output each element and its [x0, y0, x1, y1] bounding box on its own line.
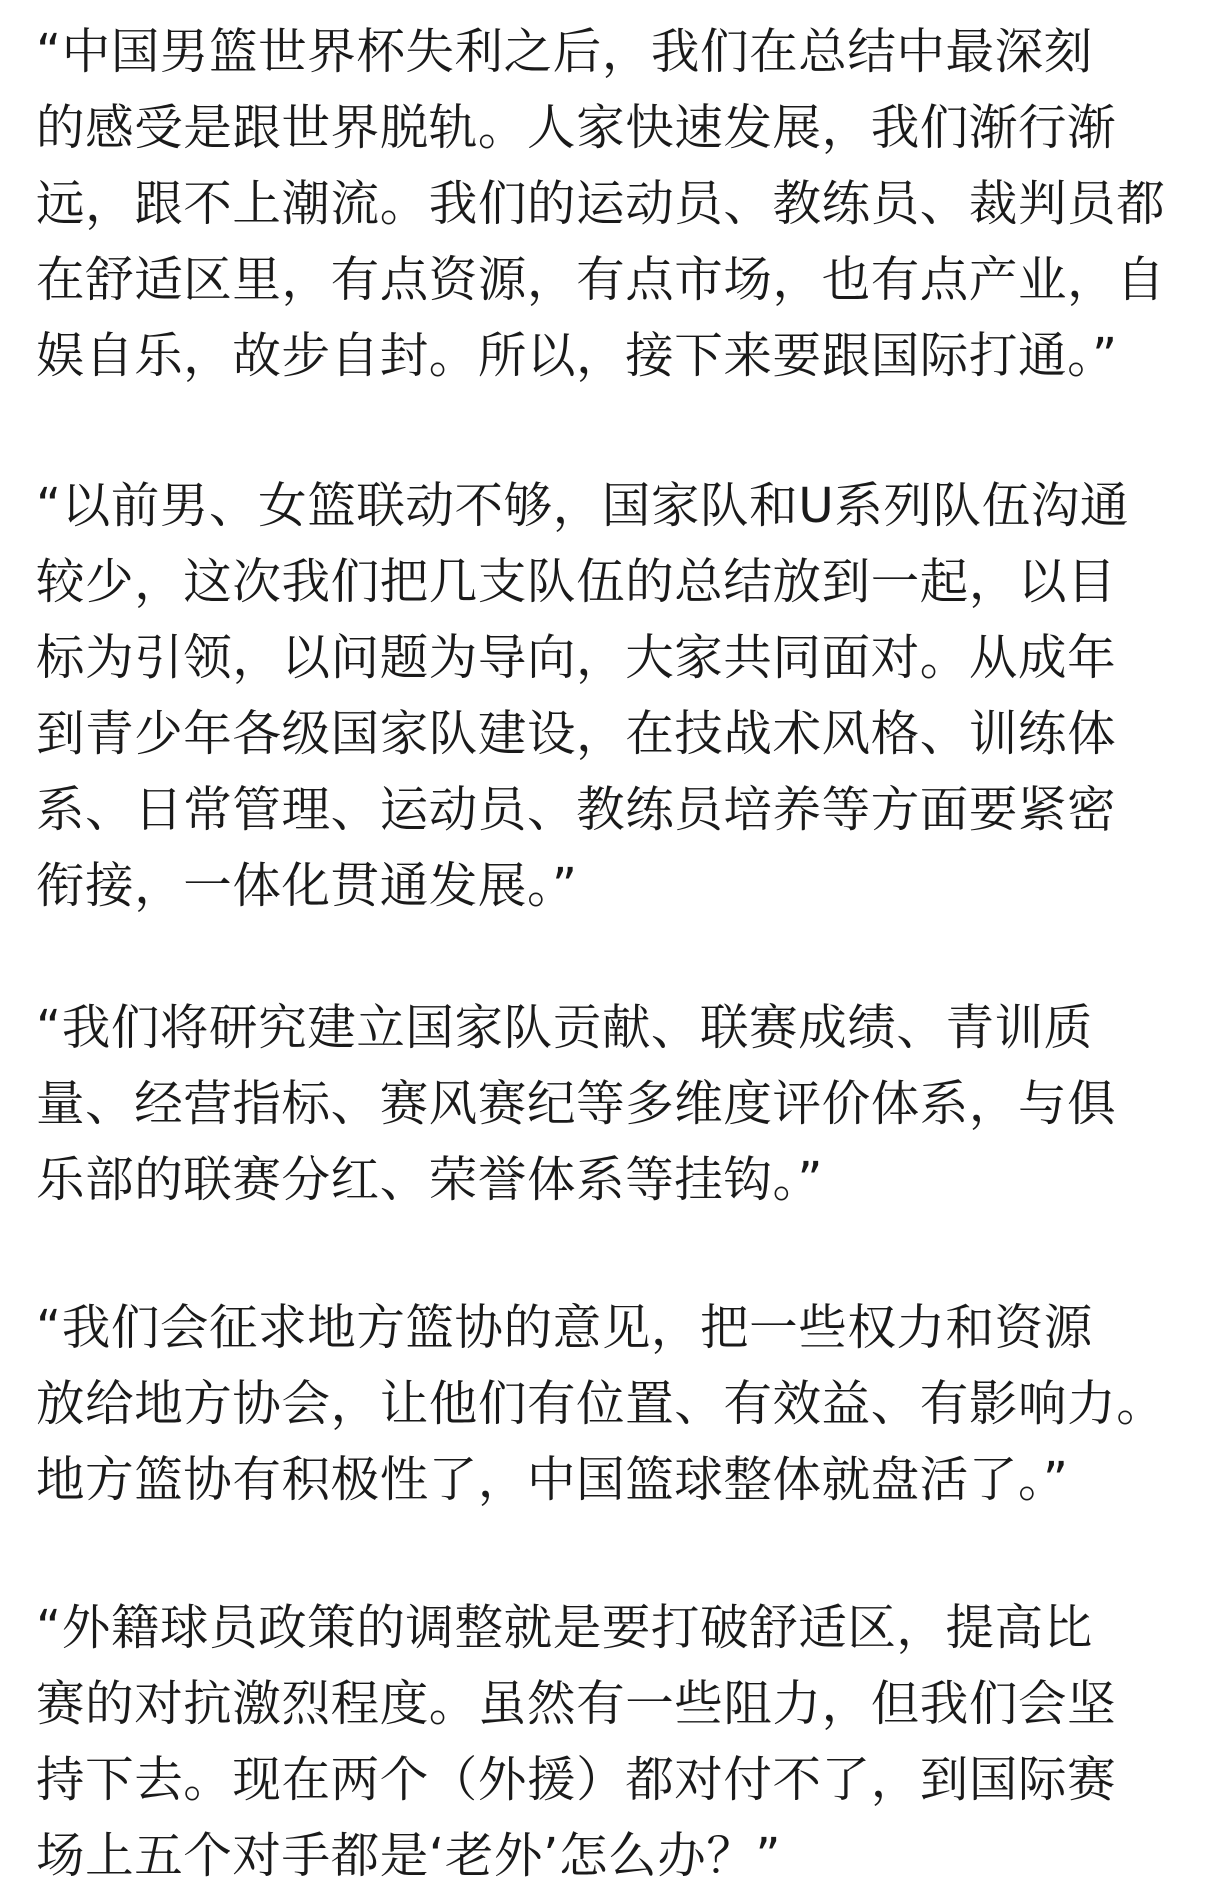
text-line: 持下去。现在两个（外援）都对付不了，到国际赛: [36, 1752, 1117, 1808]
text-line: 的感受是跟世界脱轨。人家快速发展，我们渐行渐: [36, 100, 1117, 156]
text-line: 地方篮协有积极性了，中国篮球整体就盘活了。”: [36, 1452, 1069, 1508]
text-line: 赛的对抗激烈程度。虽然有一些阻力，但我们会坚: [36, 1676, 1117, 1732]
text-line: 衔接，一体化贯通发展。”: [36, 858, 578, 914]
quote-paragraph-5: [36, 1590, 1171, 1894]
text-line: 标为引领，以问题为导向，大家共同面对。从成年: [36, 630, 1117, 686]
text-line: “以前男、女篮联动不够，国家队和U系列队伍沟通: [36, 478, 1129, 534]
text-line: 较少，这次我们把几支队伍的总结放到一起，以目: [36, 554, 1117, 610]
text-line: 放给地方协会，让他们有位置、有效益、有影响力。: [36, 1376, 1166, 1432]
text-line: 远，跟不上潮流。我们的运动员、教练员、裁判员都: [36, 176, 1166, 232]
text-line: “我们会征求地方篮协的意见，把一些权力和资源: [36, 1300, 1093, 1356]
text-line: 场上五个对手都是‘老外’怎么办？”: [36, 1828, 782, 1884]
quote-paragraph-2: [36, 468, 1171, 924]
text-line: 乐部的联赛分红、荣誉体系等挂钩。”: [36, 1152, 824, 1208]
text-line: “中国男篮世界杯失利之后，我们在总结中最深刻: [36, 24, 1093, 80]
text-line: 系、日常管理、运动员、教练员培养等方面要紧密: [36, 782, 1117, 838]
text-line: 在舒适区里，有点资源，有点市场，也有点产业，自: [36, 252, 1166, 308]
text-line: 娱自乐，故步自封。所以，接下来要跟国际打通。”: [36, 328, 1118, 384]
text-line: 到青少年各级国家队建设，在技战术风格、训练体: [36, 706, 1117, 762]
text-line: “外籍球员政策的调整就是要打破舒适区，提高比: [36, 1600, 1093, 1656]
text-line: 量、经营指标、赛风赛纪等多维度评价体系，与俱: [36, 1076, 1117, 1132]
quote-paragraph-1: [36, 14, 1171, 394]
quote-paragraph-4: [36, 1290, 1171, 1518]
text-line: “我们将研究建立国家队贡献、联赛成绩、青训质: [36, 1000, 1093, 1056]
quote-paragraph-3: [36, 990, 1171, 1218]
